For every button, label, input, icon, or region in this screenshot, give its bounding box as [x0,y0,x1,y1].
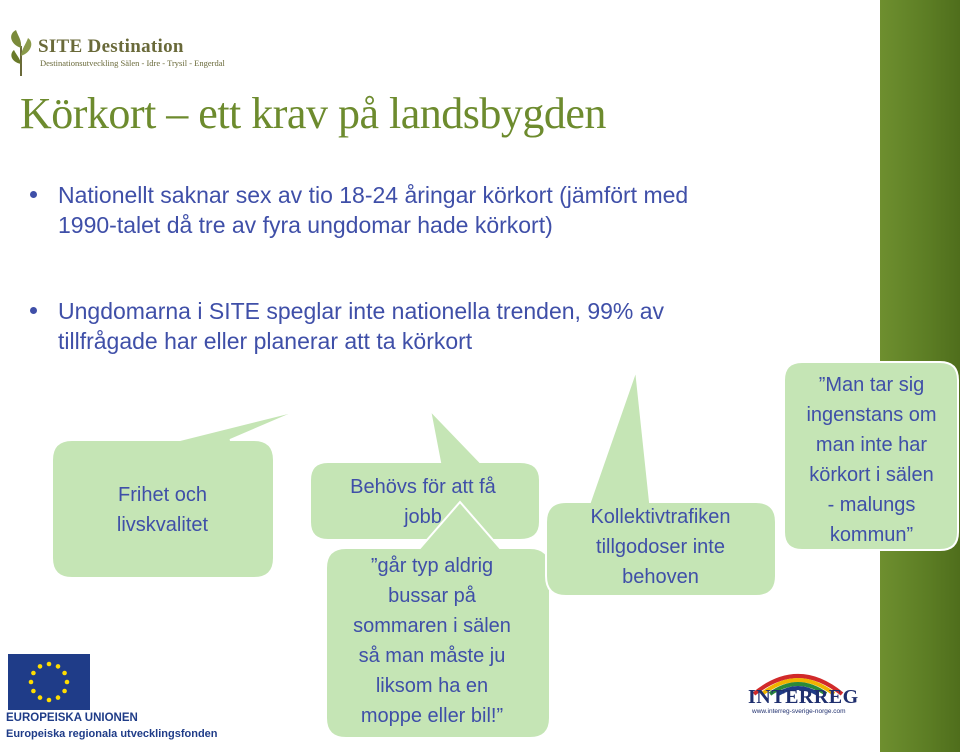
callout-frihet [60,480,265,540]
callout-line: ingenstans om [806,404,937,426]
bullet-line: Ungdomarna i SITE speglar inte nationella trenden, 99% av [58,298,665,324]
eu-star [38,664,43,669]
callout-jobb [318,472,528,532]
callout-line: så man måste ju [358,645,506,667]
page-title: Körkort – ett krav på landsbygden [20,89,606,138]
eu-star [31,671,36,676]
callout-line: jobb [404,506,442,528]
callout-line: behoven [622,566,699,588]
callout-bussar-quote [330,551,534,731]
callout-line: körkort i sälen [809,464,934,486]
callout-line: man inte har [815,434,928,456]
callout-line: Behövs för att få [350,476,496,498]
callout-line: Kollektivtrafiken [590,506,731,528]
bullet-line: tillfrågade har eller planerar att ta körkort [58,328,473,354]
eu-star [29,680,34,685]
bullet-line: 1990-talet då tre av fyra ungdomar hade körkort) [58,212,553,238]
callout-line: sommaren i sälen [353,615,511,637]
interreg-logo-text: INTERREG [748,686,859,708]
eu-star [47,662,52,667]
logo-subtitle: Destinationsutveckling Sälen - Idre - Trysil - Engerdal [40,58,225,68]
callout-line: tillgodoser inte [596,536,725,558]
eu-star [56,664,61,669]
eu-star [47,698,52,703]
callout-line: livskvalitet [116,514,209,536]
callout-line: bussar på [388,585,476,607]
eu-star [31,689,36,694]
callout-line: - malungs [827,494,916,516]
eu-star [62,689,67,694]
eu-flag-icon [8,654,90,710]
callout-kollektivtrafik [553,502,768,592]
callout-line: Frihet och [118,484,207,506]
eu-star [62,671,67,676]
callout-line: moppe eller bil!” [360,705,504,727]
logo-title: SITE Destination [38,36,184,57]
eu-label: EUROPEISKA UNIONEN [6,712,138,724]
callout-line: liksom ha en [375,675,489,697]
callout-malung-quote [790,370,953,550]
eu-star [65,680,70,685]
bullet-line: Nationellt saknar sex av tio 18-24 åringar körkort (jämfört med [58,182,689,208]
eu-fund-label: Europeiska regionala utvecklingsfonden [6,728,218,740]
callout-line: ”går typ aldrig [370,555,494,577]
callout-line: kommun” [829,524,914,546]
interreg-url: www.interreg-sverige-norge.com [752,708,846,715]
callout-line: ”Man tar sig [818,374,925,396]
eu-star [38,695,43,700]
eu-star [56,695,61,700]
